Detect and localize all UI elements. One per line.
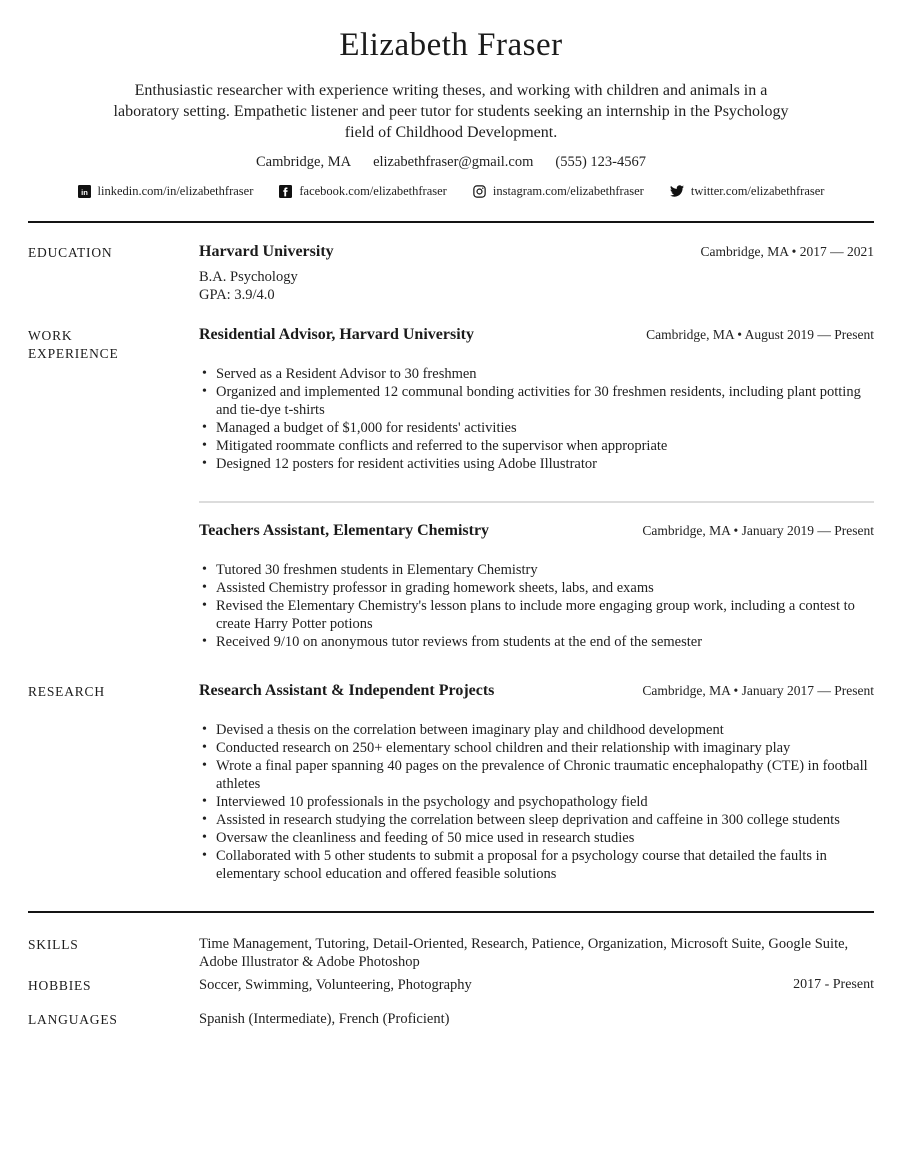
gpa-line: GPA: 3.9/4.0 [199, 287, 275, 304]
education-details [199, 268, 874, 304]
school-name: Harvard University [199, 243, 334, 261]
languages-row [28, 1010, 874, 1029]
job-bullet-list [199, 561, 874, 651]
social-row [28, 184, 874, 199]
research-bullet: • Conducted research on 250+ elementary school children and their relationship with imaginary play [199, 739, 874, 757]
hobbies-text: Soccer, Swimming, Volunteering, Photography [199, 977, 472, 994]
research-bullet: • Wrote a final paper spanning 40 pages on the prevalence of Chronic traumatic encephalopathy (CTE) in football athletes [199, 757, 874, 793]
job-bullet: • Revised the Elementary Chemistry's lesson plans to include more engaging group work, including a contest to create Harry Potter potions [199, 597, 874, 633]
section-label-hobbies: HOBBIES [28, 978, 92, 994]
research-title: Research Assistant & Independent Projects [199, 681, 495, 699]
social-link-label: linkedin.com/in/elizabethfraser [97, 183, 254, 198]
research-bullet: • Collaborated with 5 other students to submit a proposal for a psychology course that detailed the faults in elementary school education and offered feasible solutions [199, 847, 874, 883]
hobbies-label-column [28, 976, 199, 995]
header-divider [28, 221, 874, 224]
contact-phone: (555) 123-4567 [555, 153, 646, 170]
job-entry-teachers-assistant [199, 521, 874, 651]
job-location-dates: Cambridge, MA • August 2019 — Present [646, 327, 874, 343]
job-title: Teachers Assistant, Elementary Chemistry [199, 521, 490, 539]
hobbies-content [199, 976, 874, 994]
job-bullet: • Managed a budget of $1,000 for residents' activities [199, 419, 874, 437]
skills-content [199, 935, 874, 971]
languages-label-column [28, 1010, 199, 1029]
research-bullet-list [199, 721, 874, 883]
section-label-work-experience: WORK EXPERIENCE [28, 328, 119, 361]
education-entry-header [199, 242, 874, 262]
person-name: Elizabeth Fraser [339, 27, 563, 63]
research-label-column [28, 681, 199, 883]
section-label-research: RESEARCH [28, 683, 105, 699]
section-education [28, 242, 874, 304]
instagram-icon [473, 185, 486, 198]
job-bullet: • Served as a Resident Advisor to 30 freshmen [199, 365, 874, 383]
job-location-dates: Cambridge, MA • January 2019 — Present [642, 522, 874, 538]
twitter-icon [670, 184, 684, 198]
job-bullet: • Designed 12 posters for resident activities using Adobe Illustrator [199, 455, 874, 473]
research-bullet: • Oversaw the cleanliness and feeding of 50 mice used in research studies [199, 829, 874, 847]
social-link-label: twitter.com/elizabethfraser [690, 183, 825, 198]
research-bullet: • Assisted in research studying the correlation between sleep deprivation and caffeine in 300 college students [199, 811, 874, 829]
research-content [199, 681, 874, 883]
section-label-education: EDUCATION [28, 245, 113, 261]
skills-row [28, 935, 874, 971]
research-bullet: • Interviewed 10 professionals in the psychology and psychopathology field [199, 793, 874, 811]
job-divider [199, 501, 874, 503]
contact-row [28, 154, 874, 171]
social-link-linkedin[interactable] [78, 184, 254, 199]
social-link-instagram[interactable] [473, 184, 644, 199]
languages-text: Spanish (Intermediate), French (Proficient) [199, 1010, 450, 1027]
job-entry-header [199, 325, 874, 345]
skills-label-column [28, 935, 199, 954]
job-entry-residential-advisor [199, 325, 874, 473]
research-entry-header [199, 681, 874, 701]
job-bullet-list [199, 365, 874, 473]
resume-header [28, 27, 874, 199]
education-label-column [28, 242, 199, 304]
skills-text: Time Management, Tutoring, Detail-Oriented, Research, Patience, Organization, Microsoft Suite, Google Suite, Adobe Illustrator & Adobe Photoshop [199, 936, 849, 971]
contact-email[interactable]: elizabethfraser@gmail.com [373, 153, 534, 170]
social-link-twitter[interactable] [670, 184, 825, 199]
job-bullet: • Assisted Chemistry professor in grading homework sheets, labs, and exams [199, 579, 874, 597]
section-label-languages: LANGUAGES [28, 1011, 118, 1027]
education-content [199, 242, 874, 304]
languages-content [199, 1010, 874, 1028]
job-bullet: • Tutored 30 freshmen students in Elementary Chemistry [199, 561, 874, 579]
resume-footer [28, 935, 874, 1028]
linkedin-icon [78, 185, 91, 198]
job-title: Residential Advisor, Harvard University [199, 326, 474, 344]
work-content [199, 325, 874, 651]
social-link-label: instagram.com/elizabethfraser [492, 183, 644, 198]
social-link-facebook[interactable] [279, 184, 447, 199]
contact-location: Cambridge, MA [256, 153, 352, 170]
research-location-dates: Cambridge, MA • January 2017 — Present [642, 682, 874, 698]
work-label-column [28, 325, 199, 651]
section-research [28, 681, 874, 883]
job-bullet: • Organized and implemented 12 communal bonding activities for 30 freshmen residents, including plant potting and tie-dye t-shirts [199, 383, 874, 419]
section-work-experience [28, 325, 874, 651]
job-entry-header [199, 521, 874, 541]
research-bullet: • Devised a thesis on the correlation between imaginary play and childhood development [199, 721, 874, 739]
degree-line: B.A. Psychology [199, 269, 298, 286]
social-link-label: facebook.com/elizabethfraser [299, 183, 447, 198]
section-label-skills: SKILLS [28, 937, 79, 953]
job-bullet: • Mitigated roommate conflicts and referred to the supervisor when appropriate [199, 437, 874, 455]
svg-text:in: in [80, 187, 88, 197]
hobbies-dates: 2017 - Present [793, 977, 874, 993]
footer-divider [28, 911, 874, 914]
summary-text: Enthusiastic researcher with experience writing theses, and working with children and animals in a laboratory setting. Empathetic listener and peer tutor for students seeking an internship in the Psychology field of Childhood Development. [113, 81, 789, 141]
education-location-dates: Cambridge, MA • 2017 — 2021 [700, 244, 874, 260]
hobbies-row [28, 976, 874, 995]
job-bullet: • Received 9/10 on anonymous tutor reviews from students at the end of the semester [199, 633, 874, 651]
facebook-icon [279, 185, 292, 198]
